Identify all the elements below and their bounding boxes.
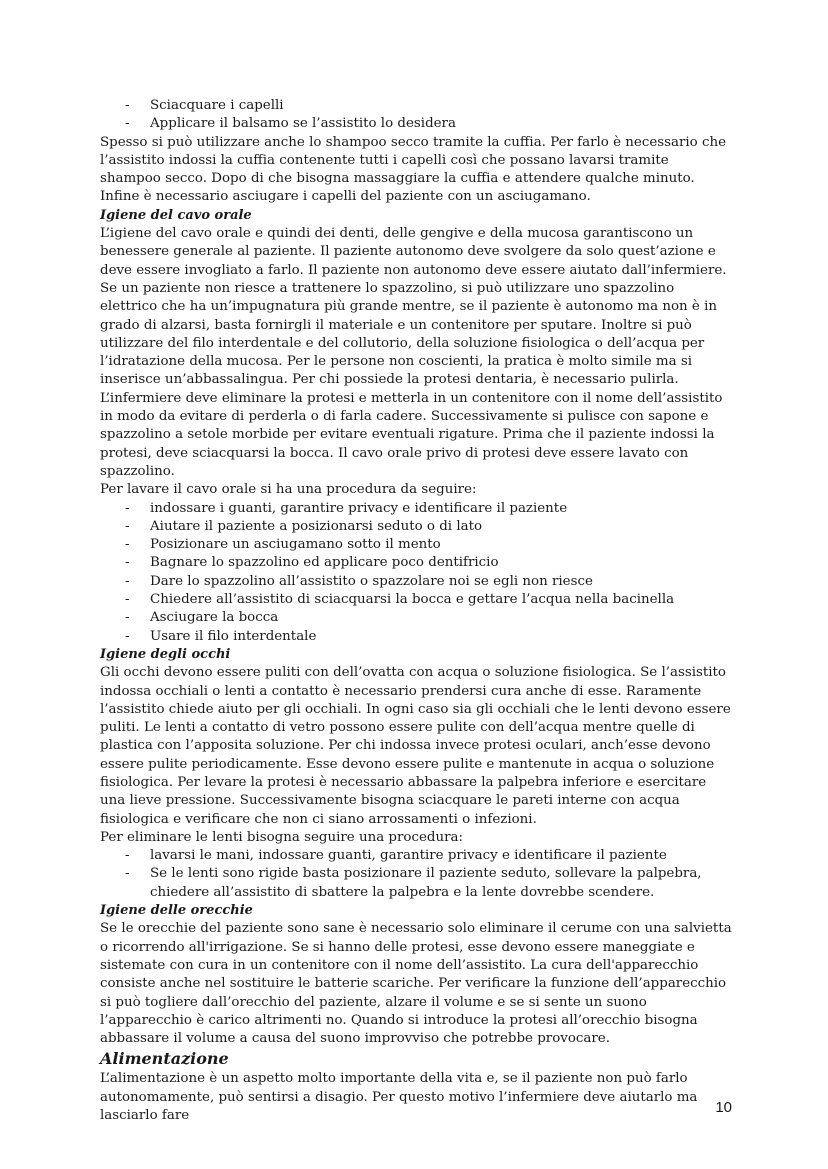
mouth-procedure-intro: Per lavare il cavo orale si ha una procedura da seguire:: [100, 482, 477, 498]
eye-steps-list: [100, 847, 732, 902]
mouth-hygiene-paragraph: L’igiene del cavo orale e quindi dei denti, delle gengive e della mucosa garantiscono un benessere generale al paziente. Il paziente autonomo deve svolgere da solo quest’azione e deve essere invogliato a farlo. Il paziente non autonomo deve essere aiutato dall’infermiere. Se un paziente non riesce a trattenere lo spazzolino, si può utilizzare uno spazzolino elettrico che ha un’impugnatura più grande mentre, se il paziente è autonomo ma non è in grado di alzarsi, basta fornirgli il materiale e un contenitore per sputare. Inoltre si può utilizzare del filo interdentale e del collutorio, della soluzione fisiologica o dell’acqua per l’idratazione della mucosa. Per le persone non coscienti, la pratica è molto simile ma si inserisce un’abbassalingua. Per chi possiede la protesi dentaria, è necessario pulirla. L’infermiere deve eliminare la protesi e metterla in un contenitore con il nome dell’assistito in modo da evitare di perderla o di farla cadere. Successivamente si pulisce con sapone e spazzolino a setole morbide per evitare eventuali rigature. Prima che il paziente indossi la protesi, deve sciacquarsi la bocca. Il cavo orale privo di protesi deve essere lavato con spazzolino.: [100, 226, 727, 479]
eye-procedure-intro: Per eliminare le lenti bisogna seguire una procedura:: [100, 829, 463, 845]
list-item: - Aiutare il paziente a posizionarsi seduto o di lato: [125, 518, 732, 536]
list-item: - Sciacquare i capelli: [125, 97, 732, 115]
dry-shampoo-paragraph: Spesso si può utilizzare anche lo shampoo secco tramite la cuffia. Per farlo è necessario che l’assistito indossi la cuffia contenente tutti i capelli così che possano lavarsi tramite shampoo secco. Dopo di che bisogna massaggiare la cuffia e attendere qualche minuto. Infine è necessario asciugare i capelli del paziente con un asciugamano.: [100, 134, 727, 205]
list-item: - Asciugare la bocca: [125, 609, 732, 627]
list-item: - Chiedere all’assistito di sciacquarsi la bocca e gettare l’acqua nella bacinella: [125, 591, 732, 609]
mouth-hygiene-heading: Igiene del cavo orale: [100, 207, 252, 223]
hair-steps-list: [100, 97, 732, 134]
list-item: - Se le lenti sono rigide basta posizionare il paziente seduto, sollevare la palpebra, chiedere all’assistito di sbattere la palpebra e la lente dovrebbe scendere.: [125, 865, 732, 902]
list-item: - Applicare il balsamo se l’assistito lo desidera: [125, 115, 732, 133]
list-item: - lavarsi le mani, indossare guanti, garantire privacy e identificare il paziente: [125, 847, 732, 865]
document-page: [100, 97, 732, 1125]
nutrition-heading: Alimentazione: [100, 1049, 229, 1069]
mouth-steps-list: [100, 500, 732, 646]
ear-hygiene-heading: Igiene delle orecchie: [100, 903, 253, 919]
list-item: - Posizionare un asciugamano sotto il mento: [125, 536, 732, 554]
list-item: - Bagnare lo spazzolino ed applicare poco dentifricio: [125, 554, 732, 572]
ear-hygiene-paragraph: Se le orecchie del paziente sono sane è necessario solo eliminare il cerume con una salvietta o ricorrendo all'irrigazione. Se si hanno delle protesi, esse devono essere maneggiate e sistemate con cura in un contenitore con il nome dell’assistito. La cura dell'apparecchio consiste anche nel sostituire le batterie scariche. Per verificare la funzione dell’apparecchio si può togliere dall’orecchio del paziente, alzare il volume e se si sente un suono l’apparecchio è carico altrimenti no. Quando si introduce la protesi all’orecchio bisogna abbassare il volume a causa del suono improvviso che potrebbe provocare.: [100, 921, 732, 1047]
page-number: 10: [715, 1099, 732, 1116]
eye-hygiene-paragraph: Gli occhi devono essere puliti con dell’ovatta con acqua o soluzione fisiologica. Se l’assistito indossa occhiali o lenti a contatto è necessario prendersi cura anche di esse. Raramente l’assistito chiede aiuto per gli occhiali. In ogni caso sia gli occhiali che le lenti devono essere puliti. Le lenti a contatto di vetro possono essere pulite con dell’acqua mentre quelle di plastica con l’apposita soluzione. Per chi indossa invece protesi oculari, anch’esse devono essere pulite periodicamente. Esse devono essere pulite e mantenute in acqua o soluzione fisiologica. Per levare la protesi è necessario abbassare la palpebra inferiore e esercitare una lieve pressione. Successivamente bisogna sciacquare le pareti interne con acqua fisiologica e verificare che non ci siano arrossamenti o infezioni.: [100, 665, 731, 827]
nutrition-paragraph: L’alimentazione è un aspetto molto importante della vita e, se il paziente non può farlo autonomamente, può sentirsi a disagio. Per questo motivo l’infermiere deve aiutarlo ma lasciarlo fare: [100, 1071, 698, 1124]
list-item: - indossare i guanti, garantire privacy e identificare il paziente: [125, 500, 732, 518]
eye-hygiene-heading: Igiene degli occhi: [100, 646, 231, 662]
list-item: - Dare lo spazzolino all’assistito o spazzolare noi se egli non riesce: [125, 573, 732, 591]
list-item: - Usare il filo interdentale: [125, 628, 732, 646]
